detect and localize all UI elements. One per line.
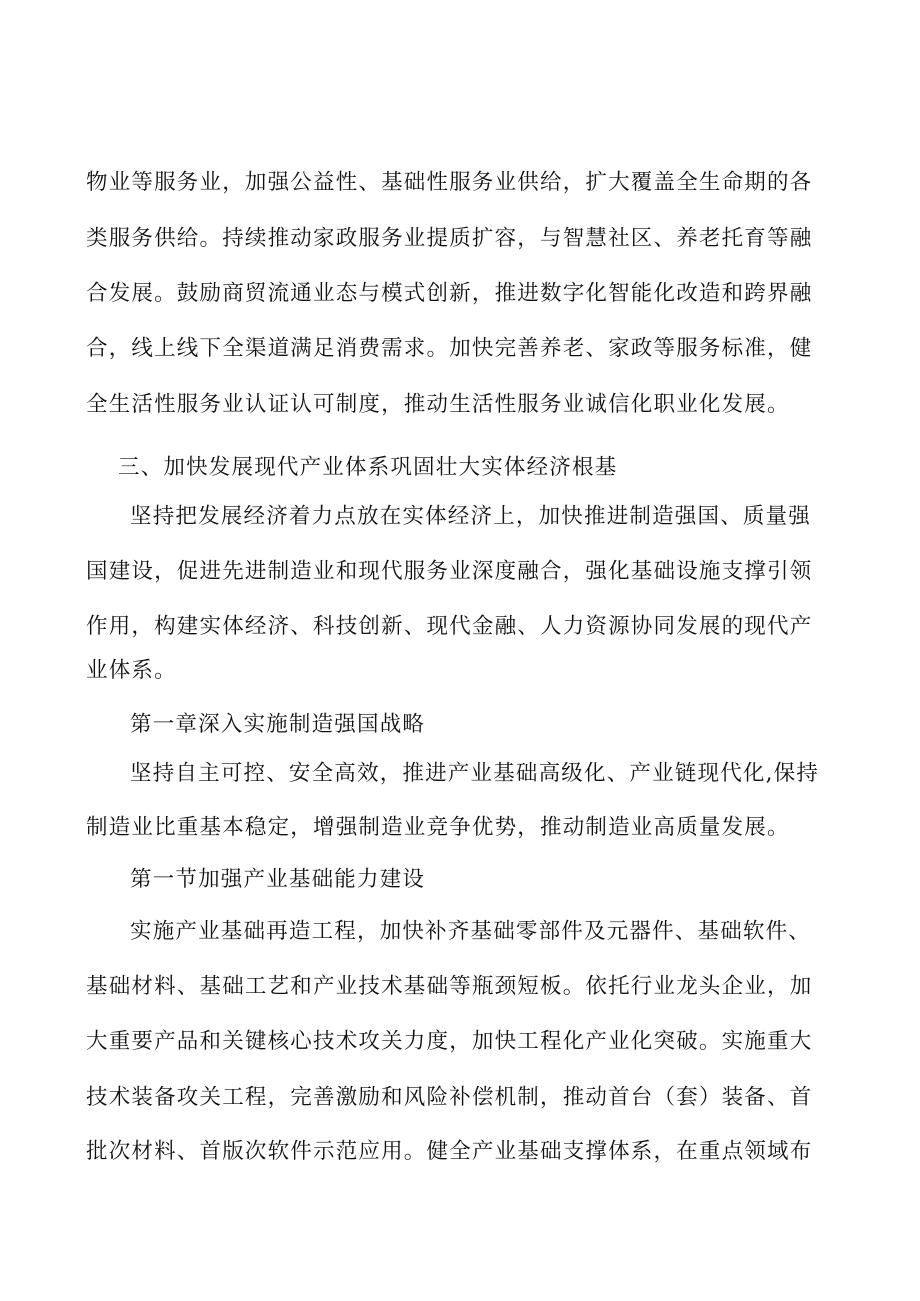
section-heading: 三、加快发展现代产业体系巩固壮大实体经济根基 (118, 455, 618, 480)
paragraph-line: 合发展。鼓励商贸流通业态与模式创新，推进数字化智能化改造和跨界融 (86, 281, 813, 306)
subsection-heading: 第一节加强产业基础能力建设 (130, 867, 426, 892)
chapter-heading: 第一章深入实施制造强国战略 (130, 712, 426, 737)
paragraph-line: 作用，构建实体经济、科技创新、现代金融、人力资源协同发展的现代产 (86, 614, 813, 639)
paragraph-line: 国建设，促进先进制造业和现代服务业深度融合，强化基础设施支撑引领 (86, 559, 813, 584)
paragraph-line: 大重要产品和关键核心技术攻关力度，加快工程化产业化突破。实施重大 (86, 1029, 813, 1054)
paragraph-line: 技术装备攻关工程，完善激励和风险补偿机制，推动首台（套）装备、首 (86, 1085, 813, 1110)
paragraph-line: 合，线上线下全渠道满足消费需求。加快完善养老、家政等服务标准，健 (86, 336, 813, 361)
paragraph-line: 实施产业基础再造工程，加快补齐基础零部件及元器件、基础软件、 (130, 919, 812, 944)
paragraph-line: 全生活性服务业认证认可制度，推动生活性服务业诚信化职业化发展。 (86, 392, 790, 417)
paragraph-line: 基础材料、基础工艺和产业技术基础等瓶颈短板。依托行业龙头企业，加 (86, 974, 813, 999)
paragraph-line: 制造业比重基本稳定，增强制造业竞争优势，推动制造业高质量发展。 (86, 815, 790, 840)
paragraph-line: 坚持把发展经济着力点放在实体经济上，加快推进制造强国、质量强 (130, 504, 812, 529)
paragraph-line: 坚持自主可控、安全高效，推进产业基础高级化、产业链现代化,保持 (130, 761, 820, 786)
paragraph-line: 批次材料、首版次软件示范应用。健全产业基础支撑体系，在重点领域布 (86, 1139, 813, 1164)
paragraph-line: 类服务供给。持续推动家政服务业提质扩容，与智慧社区、养老托育等融 (86, 226, 813, 251)
paragraph-line: 物业等服务业，加强公益性、基础性服务业供给，扩大覆盖全生命期的各 (86, 170, 813, 195)
paragraph-line: 业体系。 (86, 658, 177, 683)
